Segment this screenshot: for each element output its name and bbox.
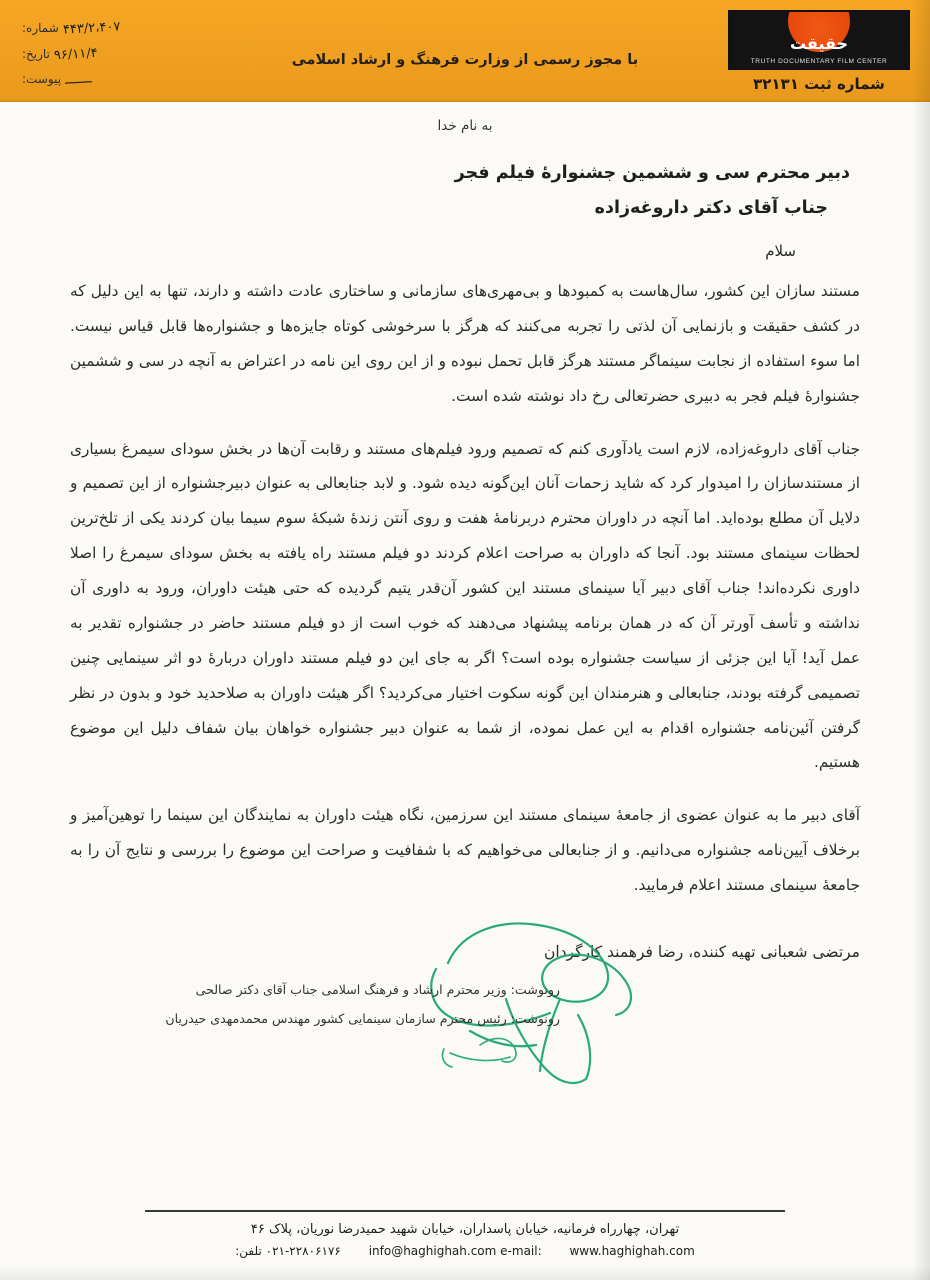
registration-number-line (22, 16, 232, 42)
registration-attachment-value: ـــــــ (64, 71, 93, 89)
footer-phone: ۰۲۱-۲۲۸۰۶۱۷۶ (265, 1244, 341, 1258)
addressee-block (70, 156, 850, 226)
scan-edge-shadow-bottom (0, 1266, 930, 1280)
cc-list (165, 976, 560, 1034)
footer-email-group (369, 1244, 542, 1258)
paragraph-1: مستند سازان این کشور، سال‌هاست به کمبودها و بی‌مهری‌های سازمانی و ساختاری عادت داشته و دارند، تنها به این دلیل که در کشف حقیقت و بازنمایی آن لذتی را تجربه می‌کنند که هرگز با سرخوشی کوتاه جایزه‌ها و جشنواره‌ها قابل قیاس نیست. اما سوء استفاده از نجابت سینماگر مستند هرگز قابل تحمل نبوده و از این روی این نامه در اعتراض به آنچه در سی و ششمین جشنوارهٔ فیلم فجر به دبیری حضرتعالی رخ داد نوشته شده است. (70, 282, 860, 405)
cc-item: رونوشت: وزیر محترم ارشاد و فرهنگ اسلامی جناب آقای دکتر صالحی (195, 981, 560, 997)
footer-divider (145, 1210, 785, 1212)
registration-date-value: ۹۶/۱۱/۴ (53, 45, 98, 63)
logo-name-en: TRUTH DOCUMENTARY FILM CENTER (750, 58, 888, 65)
letter-body (0, 100, 930, 1190)
addressee-line-1: دبیر محترم سی و ششمین جشنوارهٔ فیلم فجر (454, 163, 850, 183)
footer-phone-label: تلفن: (235, 1244, 262, 1258)
registration-attachment-label: پیوست: (22, 72, 62, 87)
registration-number-label: شماره: (22, 21, 59, 35)
addressee-line-2: جناب آقای دکتر داروغه‌زاده (594, 198, 828, 218)
footer-website[interactable]: www.haghighah.com (569, 1244, 695, 1258)
signature-area (70, 921, 860, 1091)
letter-footer (0, 1210, 930, 1258)
footer-address: تهران، چهارراه فرمانیه، خیابان پاسداران، خیابان شهید حمیدرضا نوریان، پلاک ۴۶ (250, 1222, 680, 1237)
footer-contacts (0, 1244, 930, 1258)
organization-logo-block (724, 10, 914, 93)
registration-date-label: تاریخ: (22, 46, 50, 61)
official-permit-label: با مجوز رسمی از وزارت فرهنگ و ارشاد اسلامی (291, 52, 639, 68)
logo-box (728, 10, 910, 70)
registration-id: شماره ثبت ۳۲۱۳۱ (753, 75, 885, 93)
paragraph-3: آقای دبیر ما به عنوان عضوی از جامعهٔ سینمای مستند این سرزمین، نگاه هیئت داوران به نمایندگان این سینما را توهین‌آمیز و برخلاف آیین‌نامه جشنواره می‌دانیم. و از جنابعالی می‌خواهیم که با شفافیت و صراحت این موضوع را بررسی و نتایج آن را به جامعهٔ سینمای مستند اعلام فرمایید. (70, 806, 860, 894)
footer-email[interactable]: info@haghighah.com (368, 1244, 497, 1258)
footer-email-label: e-mail: (500, 1244, 542, 1258)
greeting: سلام (765, 242, 796, 260)
registration-number-value: ۴۴۳/۲،۴۰۷ (62, 19, 121, 38)
paragraph-2: جناب آقای داروغه‌زاده، لازم است یادآوری کنم که تصمیم ورود فیلم‌های مستند و رقابت آن‌ها در بخش سودای سیمرغ بسیاری از مستندسازان را امیدوار کرد که شاید زحمات آنان این‌گونه دیده شود. و لابد جنابعالی به عنوان دبیرجشنواره از این تصمیم و دلایل آن مطلع بوده‌اید. اما آنچه در داوران محترم دربرنامهٔ هفت و روی آنتن زندهٔ شبکهٔ سوم سیما بیان کردند یکی از تلخ‌ترین لحظات سینمای مستند بود. آنجا که داوران به صراحت اعلام کردند دو فیلم مستند راه یافته به بخش سودای سیمرغ را اصلا داوری نکرده‌اند! جناب آقای دبیر آیا سینمای مستند این کشور آن‌قدر یتیم گردیده که حتی هیئت داوران، ورود به داوری آن نداشته و تأسف آورتر آن که در همان برنامه پیشنهاد می‌دهند که خوب است از دو فیلم مستند حاضر در جشنواره تقدیر به عمل آید! آیا این جزئی از سیاست جشنواره بوده است؟ اگر به جای این دو فیلم مستند داوران دربارهٔ دو اثر سینمایی چنین تصمیمی گرفته بودند، جنابعالی و هنرمندان این گونه سکوت اختیار می‌کردید؟ اگر هیئت داوران به صلاحدید خود و بدون در نظر گرفتن آئین‌نامه جشنواره اقدام به این عمل نموده، از شما به عنوان دبیر جشنواره خواهان بیان شفاف دلیل این موضوع هستیم. (70, 439, 860, 772)
logo-name-fa: حقیقت (789, 34, 849, 53)
signatories-line: مرتضی شعبانی تهیه کننده، رضا فرهمند کارگردان (543, 942, 860, 961)
cc-item: رونوشت: رئیس محترم سازمان سینمایی کشور مهندس محمدمهدی حیدریان (165, 1010, 560, 1026)
footer-phone-group (235, 1244, 341, 1258)
besmellah-line: به نام خدا (437, 118, 493, 134)
letterhead-band (0, 0, 930, 102)
registration-attachment-line (22, 67, 232, 93)
